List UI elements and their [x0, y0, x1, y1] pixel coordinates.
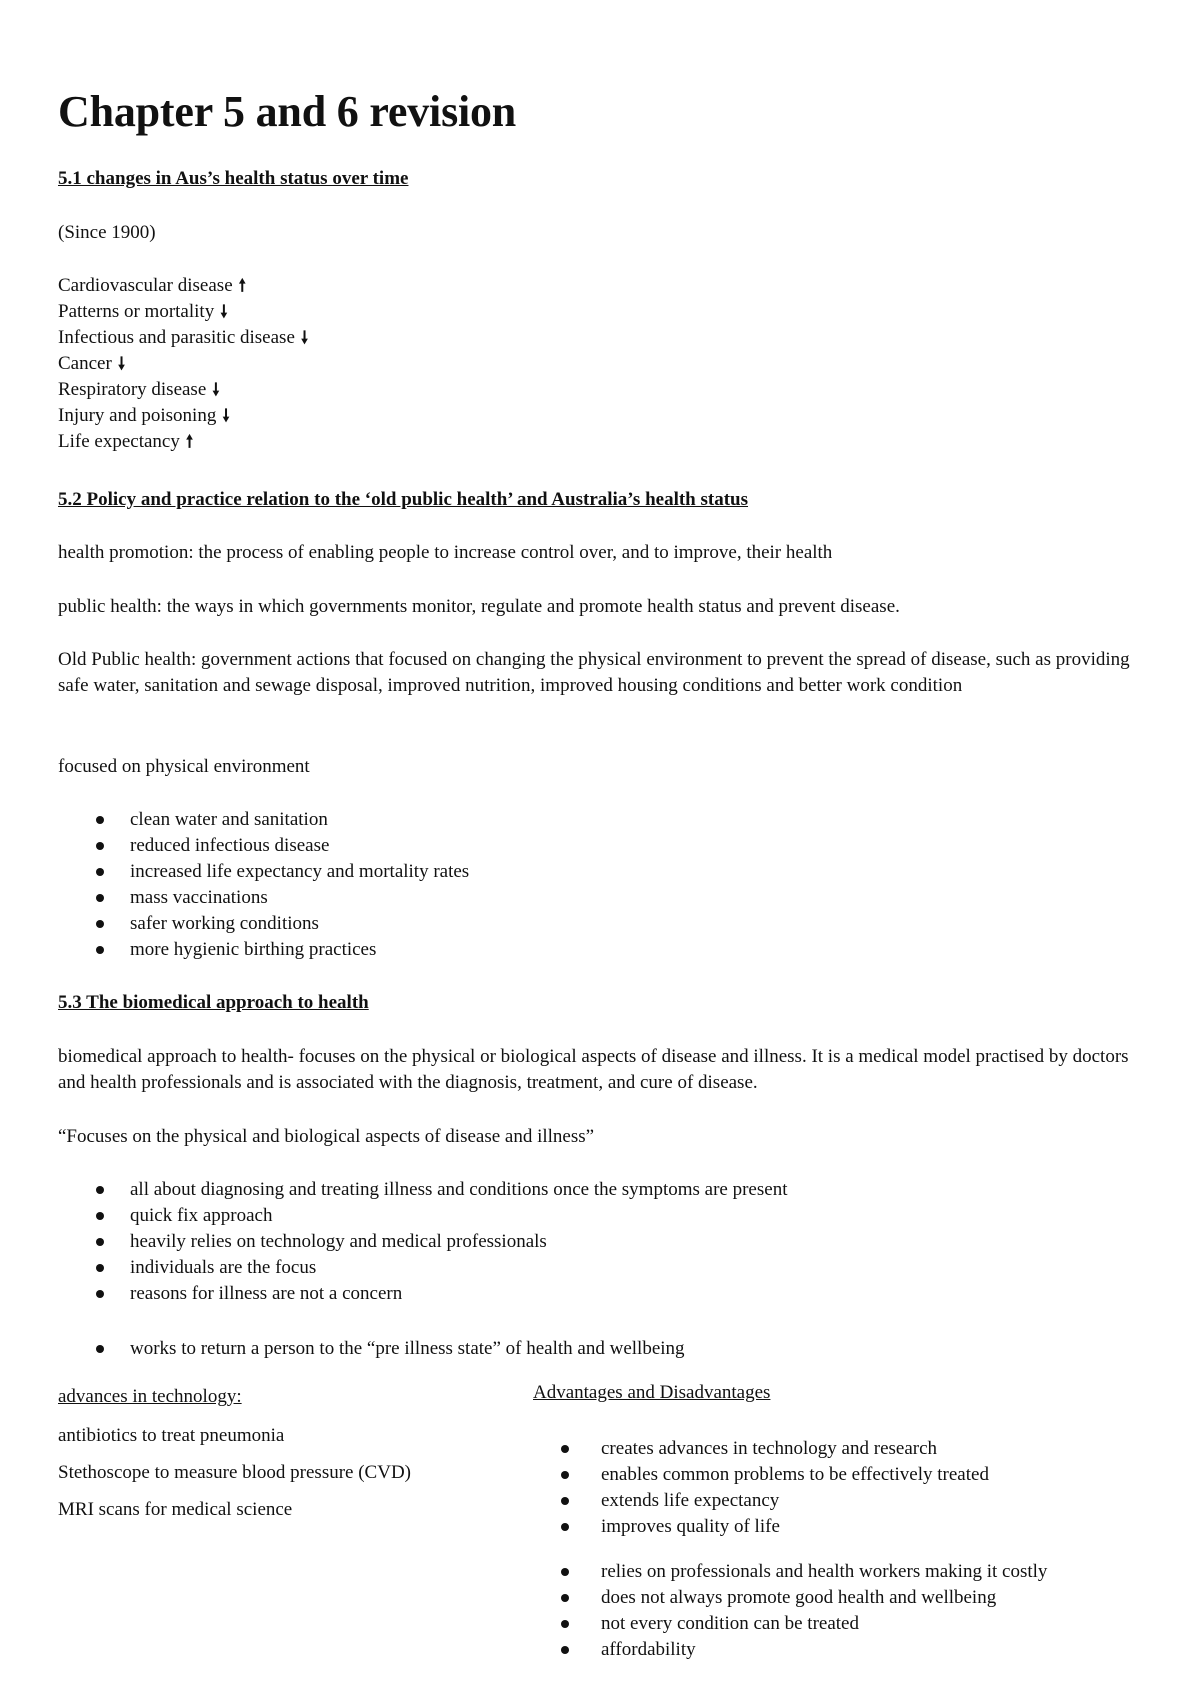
- trend-label: Respiratory disease: [58, 379, 207, 400]
- list-item: improves quality of life: [533, 1514, 989, 1540]
- list-item: heavily relies on technology and medical professionals: [58, 1229, 787, 1255]
- trend-label: Cardiovascular disease: [58, 275, 233, 296]
- biomedical-quote: “Focuses on the physical and biological aspects of disease and illness”: [58, 1126, 595, 1147]
- trend-label: Injury and poisoning: [58, 405, 217, 426]
- list-item: not every condition can be treated: [533, 1611, 1047, 1637]
- focused-on-text: focused on physical environment: [58, 756, 310, 777]
- list-item: does not always promote good health and wellbeing: [533, 1585, 1047, 1611]
- list-item: relies on professionals and health workers making it costly: [533, 1559, 1047, 1585]
- list-item: individuals are the focus: [58, 1255, 787, 1281]
- list-item: [58, 403, 308, 429]
- section-5-3-heading: 5.3 The biomedical approach to health: [58, 992, 369, 1013]
- list-item: extends life expectancy: [533, 1488, 989, 1514]
- biomedical-extra-bullet: [58, 1336, 685, 1362]
- section-5-1-heading: 5.1 changes in Aus’s health status over time: [58, 168, 409, 189]
- trend-label: Patterns or mortality: [58, 301, 215, 322]
- technology-heading: advances in technology:: [58, 1386, 242, 1407]
- public-health-definition: public health: the ways in which governments monitor, regulate and promote health status and prevent disease.: [58, 596, 900, 617]
- list-item: clean water and sanitation: [58, 807, 469, 833]
- health-trends-list: [58, 273, 308, 455]
- list-item: safer working conditions: [58, 911, 469, 937]
- down-arrow-icon: 🠗: [300, 328, 309, 348]
- list-item: affordability: [533, 1637, 1047, 1663]
- list-item: more hygienic birthing practices: [58, 937, 469, 963]
- advantages-list: [533, 1436, 989, 1540]
- section-5-2-heading: 5.2 Policy and practice relation to the ‘old public health’ and Australia’s health status: [58, 489, 749, 510]
- trend-label: Infectious and parasitic disease: [58, 327, 295, 348]
- up-arrow-icon: 🠕: [185, 432, 194, 452]
- list-item: mass vaccinations: [58, 885, 469, 911]
- list-item: enables common problems to be effectively treated: [533, 1462, 989, 1488]
- trend-label: Life expectancy: [58, 431, 180, 452]
- technology-item: MRI scans for medical science: [58, 1499, 293, 1520]
- list-item: [58, 429, 308, 455]
- list-item: [58, 351, 308, 377]
- list-item: [58, 299, 308, 325]
- trend-label: Cancer: [58, 353, 112, 374]
- old-public-health-definition: Old Public health: government actions that focused on changing the physical environment to prevent the spread of disease, such as providing safe water, sanitation and sewage disposal, improved nutrition, improved housing conditions and better work condition: [58, 649, 1130, 696]
- page-title: Chapter 5 and 6 revision: [58, 87, 517, 136]
- list-item: all about diagnosing and treating illness and conditions once the symptoms are present: [58, 1177, 787, 1203]
- list-item: reasons for illness are not a concern: [58, 1281, 787, 1307]
- list-item: increased life expectancy and mortality rates: [58, 859, 469, 885]
- down-arrow-icon: 🠗: [117, 354, 126, 374]
- list-item: [58, 377, 308, 403]
- technology-item: antibiotics to treat pneumonia: [58, 1425, 285, 1446]
- since-1900-text: (Since 1900): [58, 222, 156, 243]
- advantages-heading: Advantages and Disadvantages: [533, 1382, 771, 1403]
- biomedical-definition: biomedical approach to health- focuses on the physical or biological aspects of disease and illness. It is a medical model practised by doctors and health professionals and is associated with the diagnosis, treatment, and cure of disease.: [58, 1046, 1129, 1093]
- technology-item: Stethoscope to measure blood pressure (CVD): [58, 1462, 412, 1483]
- disadvantages-list: [533, 1559, 1047, 1663]
- list-item: [58, 273, 308, 299]
- list-item: reduced infectious disease: [58, 833, 469, 859]
- down-arrow-icon: 🠗: [212, 380, 220, 400]
- down-arrow-icon: 🠗: [220, 302, 228, 322]
- up-arrow-icon: 🠕: [238, 276, 246, 296]
- down-arrow-icon: 🠗: [222, 406, 230, 426]
- health-promotion-definition: health promotion: the process of enabling people to increase control over, and to improve, their health: [58, 542, 833, 563]
- list-item: [58, 325, 308, 351]
- list-item: works to return a person to the “pre illness state” of health and wellbeing: [58, 1336, 685, 1362]
- old-public-health-bullets: [58, 807, 469, 963]
- list-item: creates advances in technology and research: [533, 1436, 989, 1462]
- biomedical-bullets: [58, 1177, 787, 1307]
- list-item: quick fix approach: [58, 1203, 787, 1229]
